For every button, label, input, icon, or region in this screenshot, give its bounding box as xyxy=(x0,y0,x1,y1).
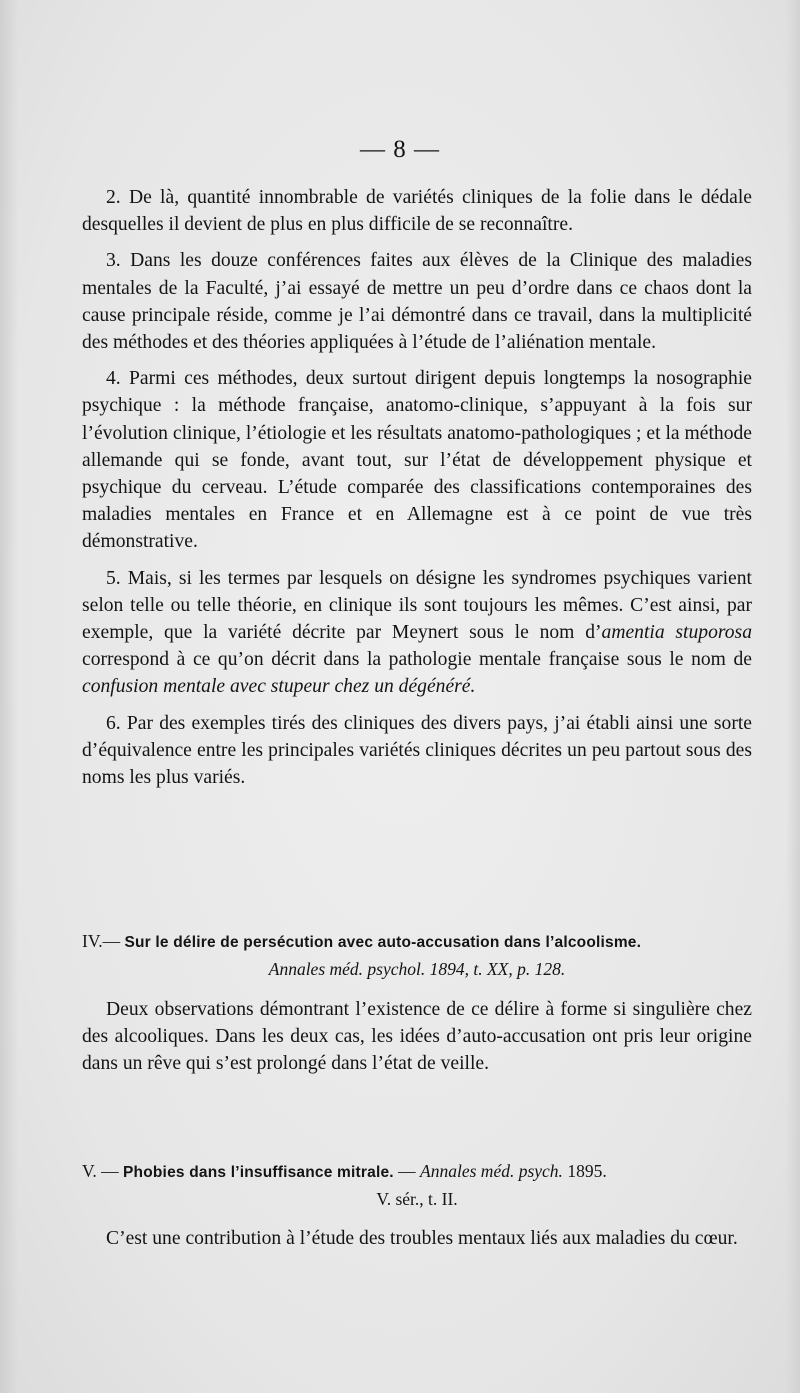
paragraph-6: 6. Par des exemples tirés des cliniques des divers pays, j’ai établi ainsi une sorte d’équivalence entre les principales variétés cliniques décrites un peu partout sous des noms les plus variés. xyxy=(82,712,752,789)
paragraph-5-italic-term: amentia stuporosa xyxy=(601,622,752,644)
section-5-heading xyxy=(82,1158,752,1212)
paragraph-5 xyxy=(82,565,752,701)
page-number: — 8 — xyxy=(360,136,440,163)
section-5-title: Phobies dans l’insuffisance mitrale. xyxy=(123,1164,394,1181)
section-5-year: 1895. xyxy=(562,1161,607,1181)
section-4-body xyxy=(82,996,752,1078)
section-5-series: V. sér., t. II. xyxy=(376,1189,458,1209)
page-edge-right xyxy=(786,0,800,1393)
section-5-title-line xyxy=(82,1158,752,1212)
section-5-numeral: V. — xyxy=(82,1161,124,1181)
paragraph-5-part2: correspond à ce qu’on décrit dans la pathologie mentale française sous le nom de xyxy=(82,649,752,671)
section-4-summary: Deux observations démontrant l’existence de ce délire à forme si singulière chez des alcooliques. Dans les deux cas, les idées d’auto-accusation ont pris leur origine dans un rêve qui s’est prolongé dans l’état de veille. xyxy=(82,999,752,1075)
main-text xyxy=(82,184,752,791)
paragraph-5-italic-diagnosis: confusion mentale avec stupeur chez un dégénéré. xyxy=(82,676,476,698)
section-5-body xyxy=(82,1225,752,1252)
section-4-reference: Annales méd. psychol. 1894, t. XX, p. 128. xyxy=(268,959,566,979)
section-4-title-line xyxy=(82,928,752,982)
section-4-numeral: IV.— xyxy=(82,931,125,951)
paragraph-5-part1: 5. Mais, si les termes par lesquels on désigne les syndromes psychiques varient selon telle ou telle théorie, en clinique ils sont toujours les mêmes. C’est ainsi, par exemple, que la variété décrite par Meynert sous le nom d’ xyxy=(82,567,752,644)
section-4-title: Sur le délire de persécution avec auto-accusation dans l’alcoolisme. xyxy=(124,934,642,951)
section-4-heading xyxy=(82,928,752,982)
section-5-reference: Annales méd. psych. xyxy=(420,1161,563,1181)
paragraph-2: 2. De là, quantité innombrable de variétés cliniques de la folie dans le dédale desquelles il devient de plus en plus difficile de se reconnaître. xyxy=(82,187,752,236)
section-5-dash: — xyxy=(393,1161,421,1181)
paragraph-4: 4. Parmi ces méthodes, deux surtout dirigent depuis longtemps la nosographie psychique : la méthode française, anatomo-clinique, s’appuyant à la fois sur l’évolution clinique, l’étiologie et les résultats anatomo-pathologiques ; et la méthode allemande qui se fonde, avant tout, sur l’état de développement physique et psychique du cerveau. L’étude comparée des classifications contemporaines des maladies mentales en France et en Allemagne est à ce point de vue très démonstrative. xyxy=(82,368,752,553)
page-edge-left xyxy=(0,0,18,1393)
section-5-summary: C’est une contribution à l’étude des troubles mentaux liés aux maladies du cœur. xyxy=(106,1228,738,1249)
paragraph-3: 3. Dans les douze conférences faites aux élèves de la Clinique des maladies mentales de la Faculté, j’ai essayé de mettre un peu d’ordre dans ce chaos dont la cause principale réside, comme je l’ai démontré dans ce travail, dans la multiplicité des méthodes et des théories appliquées à l’étude de l’aliénation mentale. xyxy=(82,250,752,354)
